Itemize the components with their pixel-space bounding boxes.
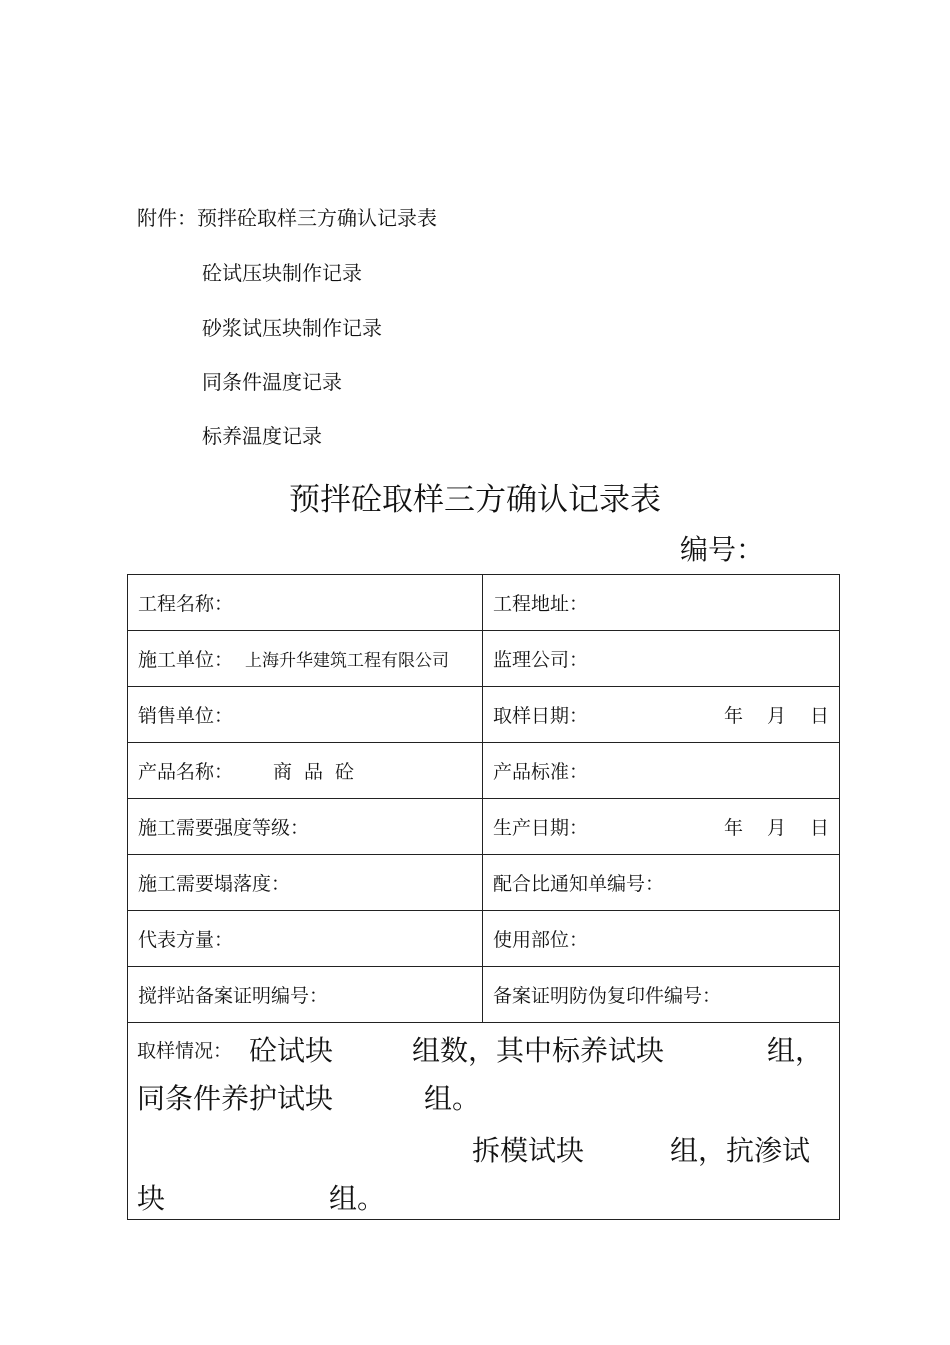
record-table: [127, 574, 840, 1220]
form-number-label: 编号：: [680, 533, 765, 566]
day-label: 日: [809, 817, 829, 839]
product-name-cell: [128, 743, 483, 799]
date-fields: [700, 813, 829, 840]
project-name-cell: [128, 575, 483, 631]
sampling-text: 同条件养护试块: [137, 1082, 334, 1115]
project-address-cell: [483, 575, 840, 631]
date-fields: [700, 701, 829, 728]
table-row: [128, 1023, 840, 1220]
station-record-number-cell: [128, 967, 483, 1023]
table-row: [128, 575, 840, 631]
field-label: 代表方量：: [138, 929, 234, 951]
construction-unit-value: 上海升华建筑工程有限公司: [245, 651, 450, 671]
day-label: 日: [809, 705, 829, 727]
sampling-situation-cell: [128, 1023, 840, 1220]
field-label: 产品名称：: [138, 761, 234, 783]
table-row: [128, 799, 840, 855]
product-standard-cell: [483, 743, 840, 799]
usage-location-cell: [483, 911, 840, 967]
sampling-date-cell: [483, 687, 840, 743]
anti-counterfeit-number-cell: [483, 967, 840, 1023]
month-label: 月: [766, 817, 786, 839]
field-label: 生产日期：: [493, 817, 589, 839]
table-row: [128, 687, 840, 743]
month-label: 月: [766, 705, 786, 727]
year-label: 年: [723, 817, 743, 839]
product-name-value: 商品砼: [273, 761, 367, 783]
table-row: [128, 631, 840, 687]
year-label: 年: [723, 705, 743, 727]
sampling-text: 组。: [424, 1082, 481, 1115]
mix-notice-number-cell: [483, 855, 840, 911]
field-label: 配合比通知单编号：: [493, 873, 665, 895]
form-title: 预拌砼取样三方确认记录表: [289, 482, 661, 518]
field-label: 监理公司：: [493, 649, 589, 671]
field-label: 销售单位：: [138, 705, 234, 727]
attachment-item: 标养温度记录: [202, 424, 322, 448]
table-row: [128, 855, 840, 911]
attachment-item: 砼试压块制作记录: [202, 261, 362, 285]
field-label: 施工需要强度等级：: [138, 817, 310, 839]
field-label: 搅拌站备案证明编号：: [138, 985, 329, 1007]
sampling-text: 块: [137, 1182, 166, 1215]
attachment-item: 砂浆试压块制作记录: [202, 316, 382, 340]
field-label: 取样日期：: [493, 705, 589, 727]
strength-grade-cell: [128, 799, 483, 855]
field-label: 工程名称：: [138, 593, 234, 615]
table-row: [128, 743, 840, 799]
field-label: 使用部位：: [493, 929, 589, 951]
sales-unit-cell: [128, 687, 483, 743]
volume-cell: [128, 911, 483, 967]
attachment-heading: 附件：预拌砼取样三方确认记录表: [137, 206, 437, 230]
production-date-cell: [483, 799, 840, 855]
field-label: 工程地址：: [493, 593, 589, 615]
sampling-text: 砼试块: [249, 1034, 334, 1067]
table-row: [128, 911, 840, 967]
field-label: 产品标准：: [493, 761, 589, 783]
sampling-text: 组，: [767, 1034, 824, 1067]
field-label: 备案证明防伪复印件编号：: [493, 985, 722, 1007]
construction-unit-cell: [128, 631, 483, 687]
sampling-text: 拆模试块: [472, 1134, 585, 1167]
field-label: 施工单位：: [138, 649, 234, 671]
sampling-text: 组数，其中标养试块: [412, 1034, 665, 1067]
field-label: 施工需要塌落度：: [138, 873, 291, 895]
slump-cell: [128, 855, 483, 911]
sampling-label: 取样情况：: [137, 1040, 233, 1062]
sampling-text: 组，抗渗试: [670, 1134, 811, 1167]
sampling-text: 组。: [329, 1182, 386, 1215]
supervision-company-cell: [483, 631, 840, 687]
attachment-item: 同条件温度记录: [202, 370, 342, 394]
table-row: [128, 967, 840, 1023]
